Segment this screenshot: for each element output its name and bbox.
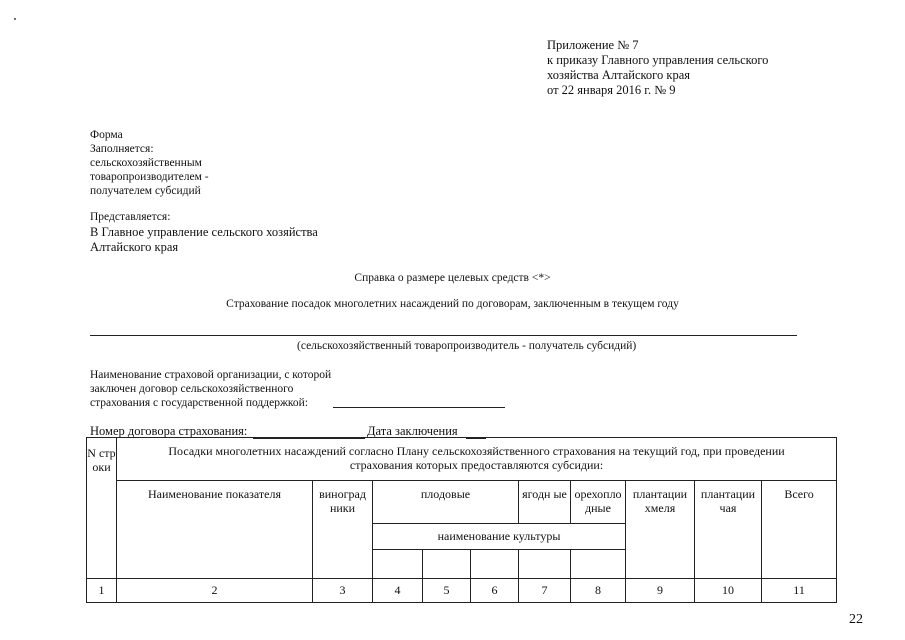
scan-speck [14,18,16,20]
crop-cell [423,550,471,579]
insurer-line: страхования с государственной поддержкой: [90,397,309,409]
submitted-block [90,210,318,255]
submitted-label: Представляется: [90,211,171,223]
row-number-header: N стр оки [87,438,117,579]
tea-header: плантации чая [695,480,762,578]
appendix-line: хозяйства Алтайского края [547,68,690,82]
appendix-line: Приложение № 7 [547,38,639,52]
insurer-name-line [333,407,505,408]
submitted-line: Алтайского края [90,240,179,254]
crop-name-header: наименование культуры [373,523,626,549]
contract-number-label: Номер договора страхования: [90,424,248,438]
indicator-header: Наименование показателя [117,480,313,578]
contract-date-label: Дата заключения [367,424,458,438]
form-line: Форма [90,129,123,141]
berry-header: ягодн ые [519,480,571,523]
column-number: 1 [87,578,117,602]
submitted-line: В Главное управление сельского хозяйства [90,225,318,239]
insurer-block [90,368,331,410]
form-line: получателем субсидий [90,185,201,197]
appendix-line: от 22 января 2016 г. № 9 [547,83,676,97]
producer-name-line [90,335,797,336]
column-number: 9 [626,578,695,602]
plantings-table [86,437,837,603]
insurer-line: Наименование страховой организации, с которой [90,369,332,381]
vineyards-header: виноград ники [313,480,373,578]
form-line: Заполняется: [90,143,154,155]
column-number: 2 [117,578,313,602]
form-line: сельскохозяйственным [90,157,202,169]
column-number: 5 [423,578,471,602]
insurer-line: заключен договор сельскохозяйственного [90,383,294,395]
form-line: товаропроизводителем - [90,171,209,183]
nut-header: орехопло дные [571,480,626,523]
column-number: 10 [695,578,762,602]
column-number: 11 [762,578,837,602]
appendix-line: к приказу Главного управления сельского [547,53,769,67]
crop-cell [471,550,519,579]
fruit-header: плодовые [373,480,519,523]
producer-caption: (сельскохозяйственный товаропроизводитель - получатель субсидий) [297,340,637,352]
column-number: 6 [471,578,519,602]
crop-cell [571,550,626,579]
form-block [90,128,209,198]
hop-header: плантации хмеля [626,480,695,578]
appendix-header [547,38,768,98]
document-title: Справка о размере целевых средств <*> [354,272,551,284]
crop-cell [373,550,423,579]
column-number: 3 [313,578,373,602]
page-number: 22 [849,612,863,627]
total-header: Всего [762,480,837,578]
column-number: 8 [571,578,626,602]
plantings-header: Посадки многолетних насаждений согласно Плану сельскохозяйственного страхования на текущий год, при проведении страхования которых предоставляются субсидии: [117,438,837,481]
column-number: 7 [519,578,571,602]
document-subtitle: Страхование посадок многолетних насаждений по договорам, заключенным в текущем году [226,298,679,310]
crop-cell [519,550,571,579]
column-number: 4 [373,578,423,602]
